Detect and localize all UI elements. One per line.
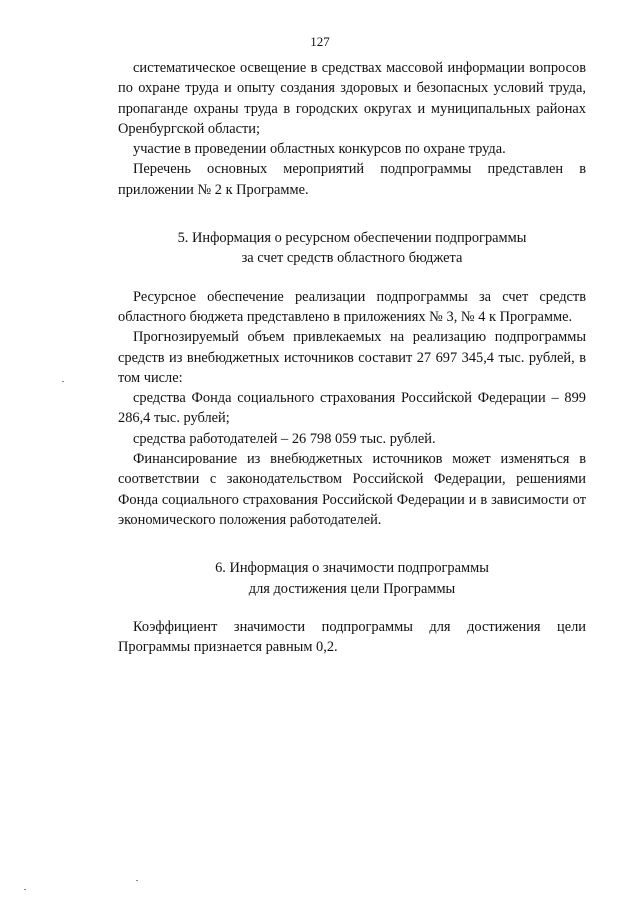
paragraph-extrabudgetary-forecast: Прогнозируемый объем привлекаемых на реализацию подпрограммы средств из внебюджетных источников составит 27 697 345,4 тыс. рублей, в том числе: <box>118 329 586 386</box>
paragraph-regional-budget: Ресурсное обеспечение реализации подпрограммы за счет средств областного бюджета представлено в приложениях № 3, № 4 к Программе. <box>118 288 586 325</box>
paragraph-employer-funds: средства работодателей – 26 798 059 тыс. рублей. <box>133 430 436 447</box>
heading-spacer <box>118 269 586 287</box>
scan-speck <box>136 880 138 881</box>
section-spacer <box>118 530 586 558</box>
section-6-heading-line-2: для достижения цели Программы <box>248 580 456 597</box>
scan-speck <box>62 381 64 382</box>
section-5-heading-line-2: за счет средств областного бюджета <box>241 250 463 267</box>
section-5-heading-line-1: 5. Информация о ресурсном обеспечении подпрограммы <box>177 230 527 247</box>
section-5-heading <box>118 228 586 269</box>
document-body <box>118 58 586 657</box>
section-6-heading-line-1: 6. Информация о значимости подпрограммы <box>215 560 489 577</box>
section-spacer <box>118 200 586 228</box>
paragraph-media-awareness: систематическое освещение в средствах массовой информации вопросов по охране труда и опыту создания здоровых и безопасных условий труда, пропаганде охраны труда в городских округах и муниципальных районах Оренбургской области; <box>118 60 586 137</box>
paragraph-social-insurance-fund: средства Фонда социального страхования Российской Федерации – 899 286,4 тыс. рублей; <box>118 390 586 427</box>
section-6-heading <box>118 558 586 599</box>
page-number: 127 <box>310 34 330 49</box>
paragraph-significance-coefficient: Коэффициент значимости подпрограммы для достижения цели Программы признается равным 0,2. <box>118 618 586 656</box>
paragraph-activities-list: Перечень основных мероприятий подпрограммы представлен в приложении № 2 к Программе. <box>118 161 586 198</box>
scan-speck <box>24 889 26 890</box>
paragraph-regional-contests: участие в проведении областных конкурсов по охране труда. <box>133 141 506 158</box>
paragraph-financing-changes: Финансирование из внебюджетных источников может изменяться в соответствии с законодательством Российской Федерации, решениями Фонда социального страхования Российской Федерации и в зависимости от экономического положения работодателей. <box>118 451 586 528</box>
heading-spacer <box>118 599 586 617</box>
